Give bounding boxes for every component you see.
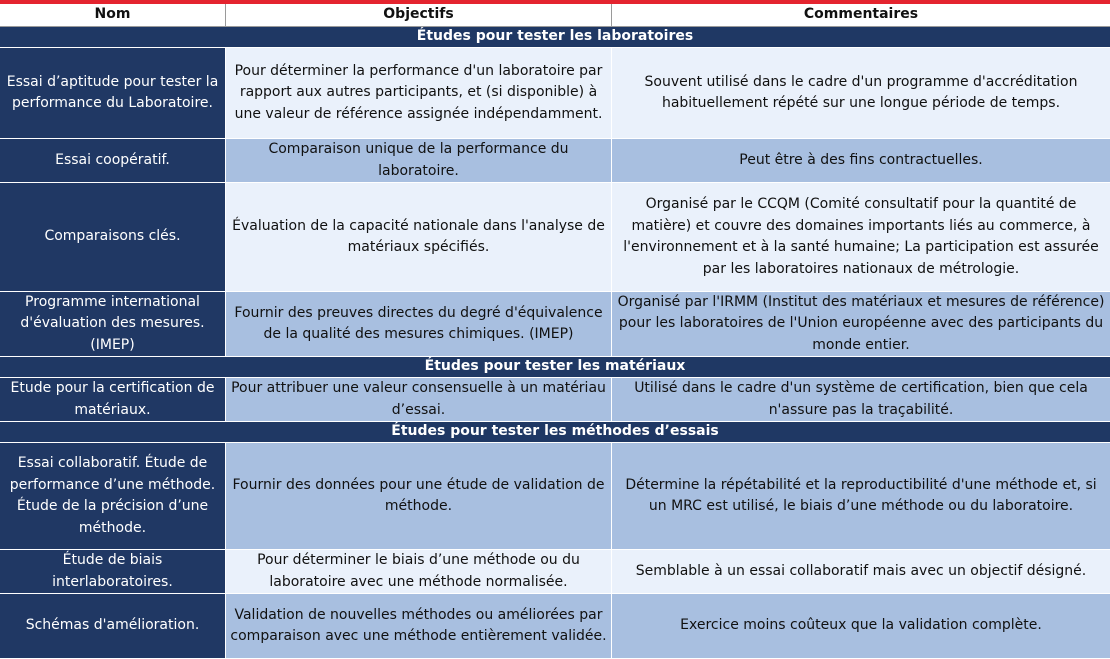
- cell-objectifs: Validation de nouvelles méthodes ou améliorées par comparaison avec une méthode entièrement validée.: [226, 594, 612, 659]
- column-header-nom: Nom: [0, 4, 226, 27]
- cell-commentaires: Organisé par le CCQM (Comité consultatif pour la quantité de matière) et couvre des domaines importants liés au commerce, à l'environnement et à la santé humaine; La participation est assurée par les laboratoires nationaux de métrologie.: [612, 183, 1110, 292]
- cell-commentaires: Souvent utilisé dans le cadre d'un programme d'accréditation habituellement répété sur une longue période de temps.: [612, 48, 1110, 139]
- table-row: [0, 378, 1110, 422]
- cell-commentaires: Exercice moins coûteux que la validation complète.: [612, 594, 1110, 659]
- cell-objectifs: Fournir des preuves directes du degré d'équivalence de la qualité des mesures chimiques. (IMEP): [226, 292, 612, 357]
- cell-objectifs: Comparaison unique de la performance du laboratoire.: [226, 139, 612, 183]
- cell-objectifs: Fournir des données pour une étude de validation de méthode.: [226, 443, 612, 550]
- section-row: [0, 27, 1110, 48]
- cell-commentaires: Semblable à un essai collaboratif mais avec un objectif désigné.: [612, 550, 1110, 594]
- table-row: [0, 550, 1110, 594]
- section-title: Études pour tester les laboratoires: [0, 27, 1110, 48]
- cell-commentaires: Organisé par l'IRMM (Institut des matériaux et mesures de référence) pour les laboratoires de l'Union européenne avec des participants du monde entier.: [612, 292, 1110, 357]
- cell-objectifs: Pour attribuer une valeur consensuelle à un matériau d’essai.: [226, 378, 612, 422]
- section-row: [0, 357, 1110, 378]
- table-row: [0, 48, 1110, 139]
- cell-objectifs: Évaluation de la capacité nationale dans l'analyse de matériaux spécifiés.: [226, 183, 612, 292]
- cell-nom: Etude pour la certification de matériaux.: [0, 378, 226, 422]
- table-row: [0, 594, 1110, 659]
- table-row: [0, 183, 1110, 292]
- column-header-objectifs: Objectifs: [226, 4, 612, 27]
- table-row: [0, 139, 1110, 183]
- cell-commentaires: Utilisé dans le cadre d'un système de certification, bien que cela n'assure pas la traçabilité.: [612, 378, 1110, 422]
- table-row: [0, 292, 1110, 357]
- column-header-commentaires: Commentaires: [612, 4, 1110, 27]
- cell-nom: Programme international d'évaluation des mesures. (IMEP): [0, 292, 226, 357]
- section-row: [0, 422, 1110, 443]
- cell-objectifs: Pour déterminer la performance d'un laboratoire par rapport aux autres participants, et (si disponible) à une valeur de référence assignée indépendamment.: [226, 48, 612, 139]
- section-title: Études pour tester les méthodes d’essais: [0, 422, 1110, 443]
- cell-objectifs: Pour déterminer le biais d’une méthode ou du laboratoire avec une méthode normalisée.: [226, 550, 612, 594]
- cell-nom: Essai d’aptitude pour tester la performance du Laboratoire.: [0, 48, 226, 139]
- table-header-row: [0, 4, 1110, 27]
- cell-nom: Essai collaboratif. Étude de performance d’une méthode. Étude de la précision d’une méthode.: [0, 443, 226, 550]
- section-title: Études pour tester les matériaux: [0, 357, 1110, 378]
- cell-commentaires: Peut être à des fins contractuelles.: [612, 139, 1110, 183]
- cell-nom: Schémas d'amélioration.: [0, 594, 226, 659]
- cell-commentaires: Détermine la répétabilité et la reproductibilité d'une méthode et, si un MRC est utilisé, le biais d’une méthode ou du laboratoire.: [612, 443, 1110, 550]
- cell-nom: Étude de biais interlaboratoires.: [0, 550, 226, 594]
- cell-nom: Comparaisons clés.: [0, 183, 226, 292]
- table-row: [0, 443, 1110, 550]
- cell-nom: Essai coopératif.: [0, 139, 226, 183]
